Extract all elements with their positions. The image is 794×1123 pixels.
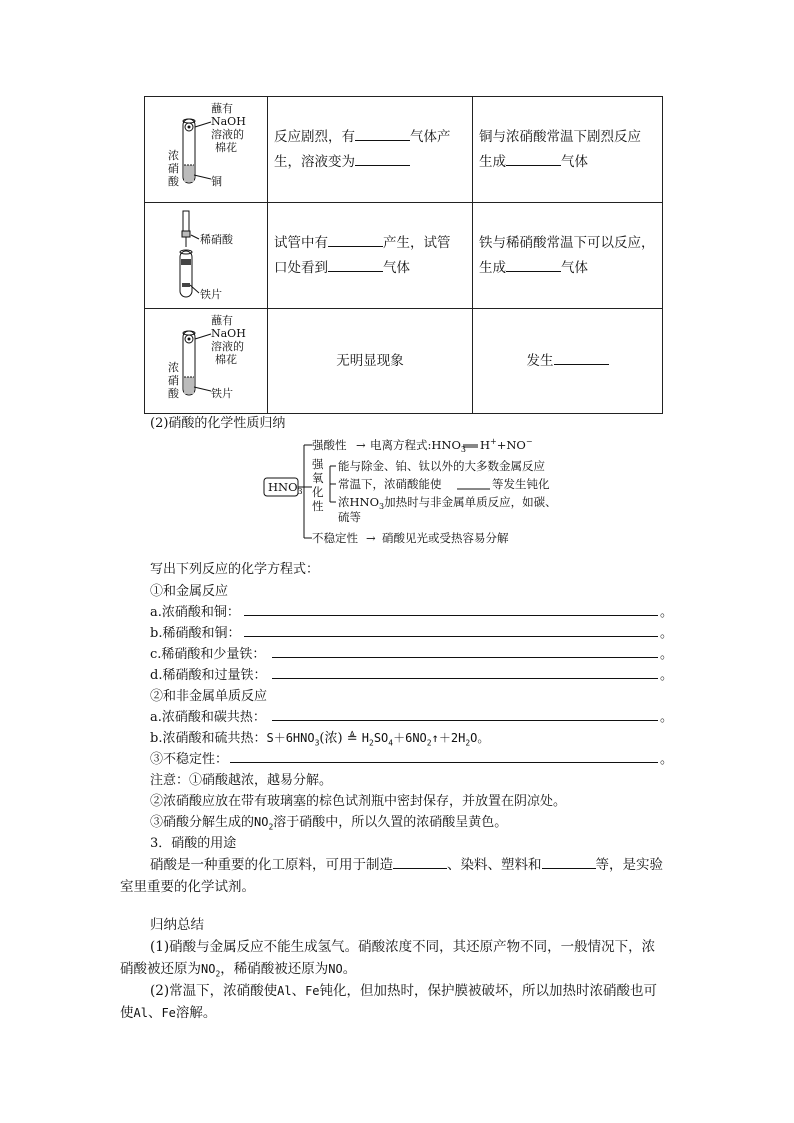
unstable-text: 硝酸见光或受热容易分解 [382, 531, 509, 545]
obs-text: 气体 [383, 259, 410, 276]
answer-line[interactable] [244, 601, 658, 616]
uses-title: 3．硝酸的用途 [150, 836, 237, 851]
fig-label: 溶液的 [211, 340, 244, 353]
conclusion-cell [473, 309, 663, 414]
apparatus-figure-cu-conc [145, 97, 268, 203]
conclusion-cell [473, 97, 663, 203]
equation-line: d.稀硝酸和过量铁： [150, 668, 267, 683]
arrow-icon: → [366, 531, 376, 545]
conclusion-cell [473, 203, 663, 309]
answer-blank[interactable] [506, 257, 561, 272]
obs-text: 气体产 [410, 128, 451, 145]
summary-1-cont: 硝酸被还原为$NO_2$，稀硝酸被还原为NO。 [120, 961, 357, 979]
oxid-item: 硫等 [338, 510, 361, 524]
fig-label: 铁片 [211, 387, 233, 400]
period: 。 [660, 710, 674, 725]
arrow-icon: → [356, 438, 366, 452]
obs-text: 产生，试管 [383, 234, 451, 251]
equation-line: a.浓硝酸和铜： [150, 605, 240, 620]
note-2: ②浓硝酸应放在带有玻璃塞的棕色试剂瓶中密封保存，并放置在阴凉处。 [150, 794, 567, 809]
observation-cell [268, 203, 473, 309]
fig-label: 铜 [211, 175, 222, 188]
table-row [145, 203, 663, 309]
period: 。 [660, 605, 674, 620]
ionization-products: H++NO− [480, 437, 533, 452]
metal-title: ①和金属反应 [150, 584, 229, 599]
answer-line[interactable] [272, 643, 658, 658]
fig-label: 蘸有 [211, 314, 233, 327]
section-title: (2)硝酸的化学性质归纳 [150, 416, 286, 431]
conc-text: 气体 [561, 259, 588, 276]
fig-label: 浓 [168, 149, 179, 162]
sulfur-equation: b.浓硝酸和硫共热：$S+6HNO_3$(浓) ≜ $H_2SO_4+6NO_2↑+2H_2O$。 [150, 731, 490, 748]
test-tube-icon [145, 203, 267, 308]
fig-label: 酸 [168, 387, 179, 400]
answer-line[interactable] [272, 664, 658, 679]
answer-line[interactable] [230, 748, 658, 763]
oxid-char: 强 [312, 457, 324, 471]
answer-blank[interactable] [355, 151, 410, 166]
fig-label: 棉花 [215, 141, 237, 154]
apparatus-figure-fe-dilute [145, 203, 268, 309]
equation-line: a.浓硝酸和碳共热： [150, 710, 266, 725]
root-label: $HNO_3$ [268, 480, 303, 496]
conc-text: 铁与稀硝酸常温下可以反应， [479, 234, 655, 251]
uses-paragraph-cont: 室里重要的化学试剂。 [120, 879, 255, 895]
equation-line: ③不稳定性： [150, 752, 229, 767]
note-3: ③硝酸分解生成的$NO_2$溶于硝酸中，所以久置的浓硝酸呈黄色。 [150, 815, 508, 832]
answer-line[interactable] [272, 706, 658, 721]
oxid-item: 常温下，浓硝酸能使 [338, 477, 442, 491]
obs-text: 生，溶液变为 [274, 153, 355, 170]
conc-text: 生成 [479, 153, 506, 170]
oxid-char: 氧 [312, 471, 324, 485]
obs-text: 试管中有 [274, 234, 328, 251]
answer-blank[interactable] [393, 854, 447, 869]
obs-text: 口处看到 [274, 259, 328, 276]
fig-label: 棉花 [215, 353, 237, 366]
obs-text: 无明显现象 [336, 352, 404, 369]
fig-label: 铁片 [200, 288, 222, 301]
apparatus-figure-fe-conc [145, 309, 268, 414]
answer-blank[interactable] [355, 126, 410, 141]
period: 。 [660, 752, 674, 767]
period: 。 [660, 626, 674, 641]
test-tube-icon [145, 97, 267, 202]
observation-cell [268, 97, 473, 203]
conc-text: 生成 [479, 259, 506, 276]
unstable-label: 不稳定性 [312, 531, 358, 545]
table-row [145, 97, 663, 203]
fig-label: 硝 [168, 374, 179, 387]
oxid-item: 等发生钝化 [492, 477, 550, 491]
summary-1: (1)硝酸与金属反应不能生成氢气。硝酸浓度不同，其还原产物不同，一般情况下，浓 [150, 939, 656, 955]
fig-label: 硝 [168, 162, 179, 175]
answer-line[interactable] [244, 622, 658, 637]
fig-label: NaOH [211, 115, 246, 128]
equation-line: c.稀硝酸和少量铁： [150, 647, 266, 662]
summary-2-cont: 使Al、Fe溶解。 [120, 1005, 217, 1021]
obs-text: 反应剧烈，有 [274, 128, 355, 145]
period: 。 [660, 647, 674, 662]
period: 。 [660, 668, 674, 683]
nonmetal-title: ②和非金属单质反应 [150, 689, 268, 704]
properties-diagram [262, 436, 562, 548]
observation-cell [268, 309, 473, 414]
oxid-char: 性 [312, 499, 324, 513]
fig-label: 蘸有 [211, 102, 233, 115]
fig-label: 溶液的 [211, 128, 244, 141]
oxid-char: 化 [312, 485, 324, 499]
equation-line: b.稀硝酸和铜： [150, 626, 241, 641]
equations-intro: 写出下列反应的化学方程式： [150, 562, 320, 577]
table-row [145, 309, 663, 414]
fig-label: 浓 [168, 361, 179, 374]
test-tube-icon [145, 309, 267, 413]
answer-blank[interactable] [542, 854, 596, 869]
fig-label: 稀硝酸 [200, 233, 233, 246]
strong-acid-label: 强酸性 [312, 438, 347, 452]
uses-paragraph: 硝酸是一种重要的化工原料，可用于制造 、染料、塑料和 等，是实验 [150, 853, 663, 873]
conc-text: 铜与浓硝酸常温下剧烈反应 [479, 128, 641, 145]
conc-text: 发生 [526, 352, 554, 369]
summary-title: 归纳总结 [150, 917, 204, 933]
conc-text: 气体 [561, 153, 588, 170]
answer-blank[interactable] [506, 151, 561, 166]
oxid-item: 能与除金、铂、钛以外的大多数金属反应 [338, 459, 545, 473]
experiment-table [144, 96, 663, 414]
answer-blank[interactable] [328, 232, 383, 247]
ionization-equation: 电离方程式$:HNO_3$ [370, 438, 466, 454]
answer-blank[interactable] [554, 350, 609, 365]
oxid-item: 浓$HNO_3$加热时与非金属单质反应，如碳、 [338, 495, 557, 511]
note-1: 注意：①硝酸越浓，越易分解。 [150, 773, 333, 788]
answer-blank[interactable] [328, 257, 383, 272]
fig-label: NaOH [211, 327, 246, 340]
summary-2: (2)常温下，浓硝酸使Al、Fe钝化，但加热时，保护膜被破坏，所以加热时浓硝酸也可 [150, 983, 658, 999]
fig-label: 酸 [168, 175, 179, 188]
